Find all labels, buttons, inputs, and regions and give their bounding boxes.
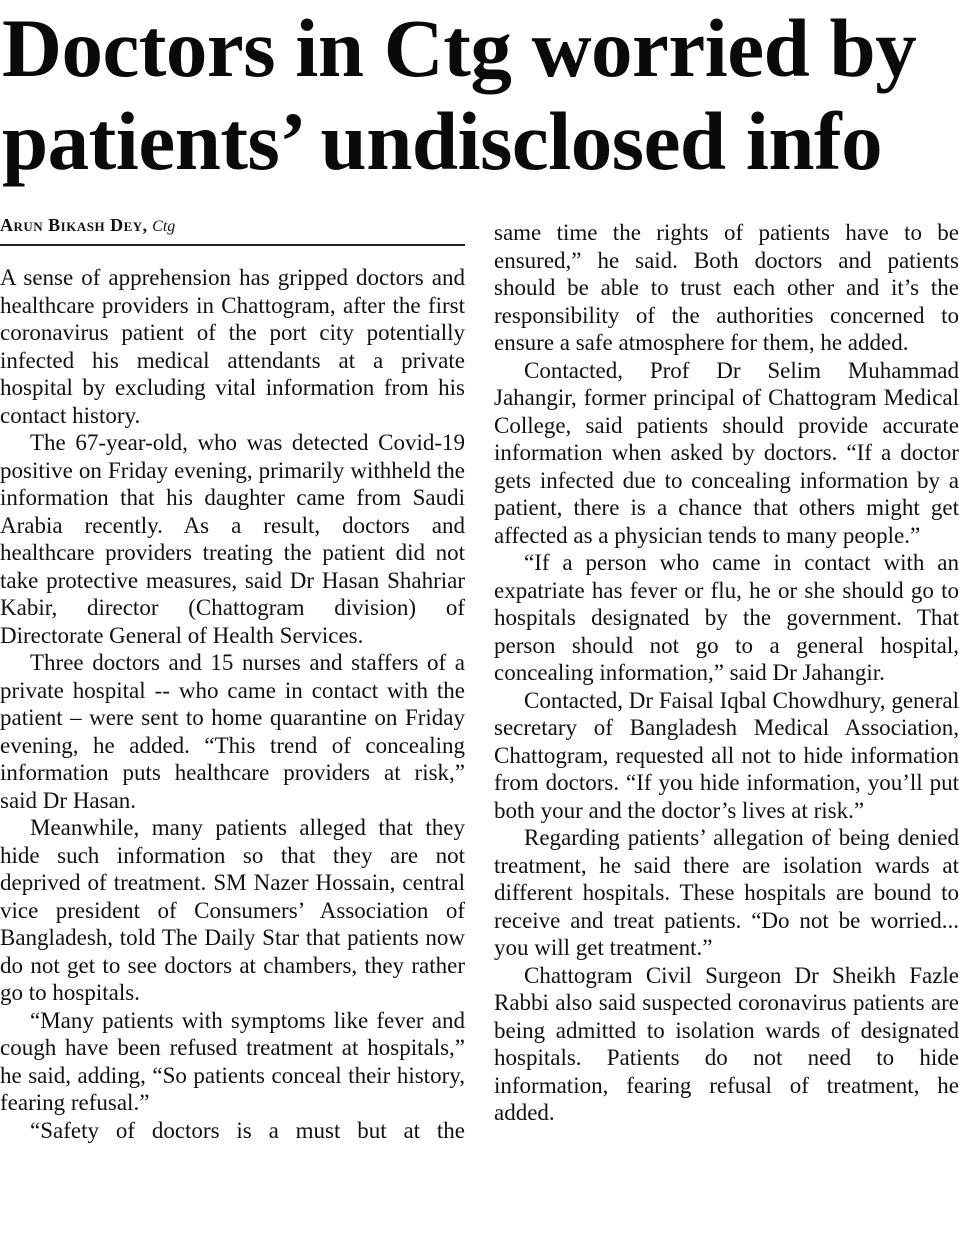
article-column-right [494,219,959,1127]
byline-location: Ctg [152,218,176,235]
paragraph: “Many patients with symptoms like fever and cough have been refused treatment at hospitals,” he said, adding, “So patients conceal their history, fearing refusal.” [0,1007,465,1115]
paragraph: Three doctors and 15 nurses and staffers of a private hospital -- who came in contact with the patient – were sent to home quarantine on Friday evening, he added. “This trend of concealing information puts healthcare providers at risk,” said Dr Hasan. [0,650,465,813]
headline: Doctors in Ctg worried by patients’ undisclosed info [2,2,917,187]
paragraph: Meanwhile, many patients alleged that they hide such information so that they are not deprived of treatment. SM Nazer Hossain, central vice president of Consumers’ Association of Bangladesh, told The Daily Star that patients now do not get to see doctors at chambers, they rather go to hospitals. [0,815,465,1005]
paragraph: same time the rights of patients have to be ensured,” he said. Both doctors and patients should be able to trust each other and it’s the responsibility of the authorities concerned to ensure a safe atmosphere for them, he added. [494,220,959,355]
paragraph: Contacted, Dr Faisal Iqbal Chowdhury, general secretary of Bangladesh Medical Association, Chattogram, requested all not to hide information from doctors. “If you hide information, you’ll put both your and the doctor’s lives at risk.” [494,687,959,823]
byline [0,212,465,246]
byline-author: Arun Bikash Dey, [0,215,148,235]
paragraph: The 67-year-old, who was detected Covid-19 positive on Friday evening, primarily withheld the information that his daughter came from Saudi Arabia recently. As a result, doctors and healthcare providers treating the patient did not take protective measures, said Dr Hasan Shahriar Kabir, director (Chattogram division) of Directorate General of Health Services. [0,430,465,648]
paragraph: A sense of apprehension has gripped doctors and healthcare providers in Chattogram, after the first coronavirus patient of the port city potentially infected his medical attendants at a private hospital by excluding vital information from his contact history. [0,265,465,428]
paragraph: Contacted, Prof Dr Selim Muhammad Jahangir, former principal of Chattogram Medical College, said patients should provide accurate information when asked by doctors. “If a doctor gets infected due to concealing information by a patient, there is a chance that others might get affected as a physician tends to many people.” [494,357,959,548]
paragraph: “Safety of doctors is a must but at the [30,1117,465,1143]
paragraph: Chattogram Civil Surgeon Dr Sheikh Fazle Rabbi also said suspected coronavirus patients are being admitted to isolation wards of designated hospitals. Patients do not need to hide information, fearing refusal of treatment, he added. [494,962,959,1125]
paragraph: “If a person who came in contact with an expatriate has fever or flu, he or she should go to hospitals designated by the government. That person should not go to a general hospital, concealing information,” said Dr Jahangir. [494,550,959,685]
article-column-left [0,212,465,1144]
paragraph: Regarding patients’ allegation of being denied treatment, he said there are isolation wards at different hospitals. These hospitals are bound to receive and treat patients. “Do not be worried... you will get treatment.” [494,825,959,960]
